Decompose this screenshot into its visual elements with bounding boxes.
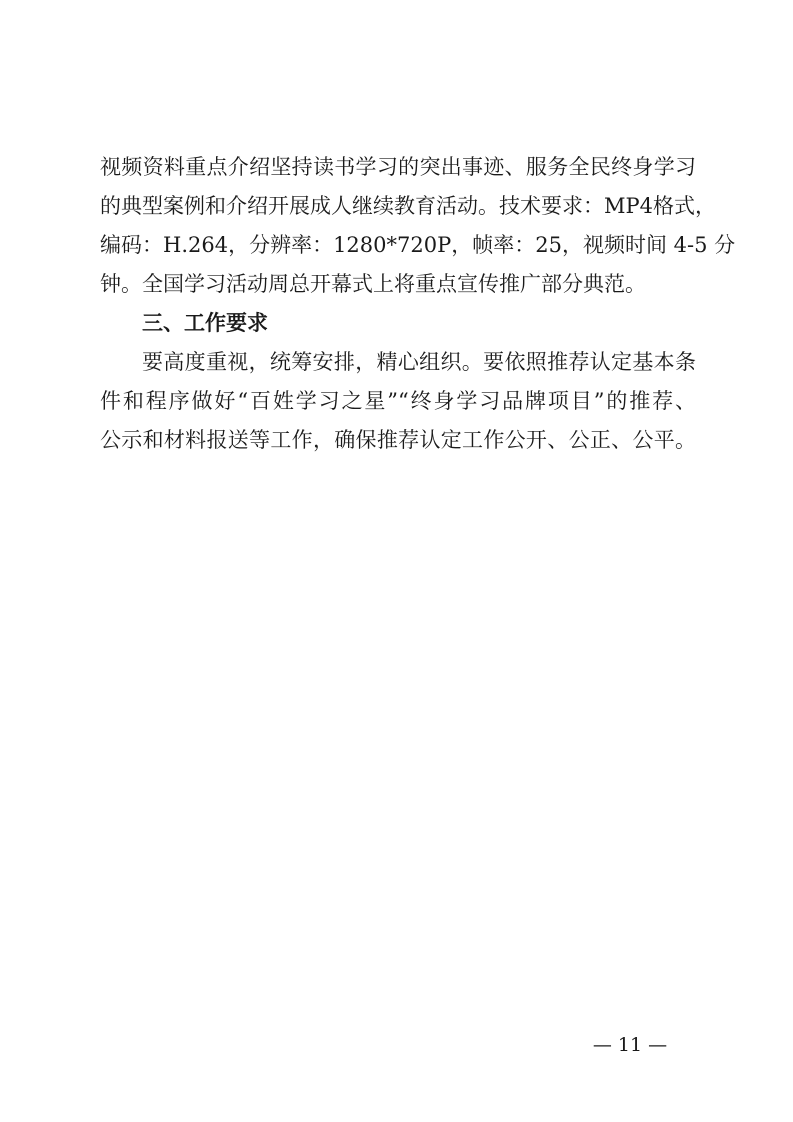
paragraph-line: 的典型案例和介绍开展成人继续教育活动。技术要求：MP4格式， — [100, 194, 716, 218]
section-heading: 三、工作要求 — [142, 311, 268, 335]
paragraph-video-requirements — [100, 148, 736, 304]
document-body — [100, 148, 736, 460]
paragraph-line: 编码：H.264，分辨率：1280*720P，帧率：25，视频时间 4-5 分 — [100, 233, 736, 257]
paragraph-line: 钟。全国学习活动周总开幕式上将重点宣传推广部分典范。 — [100, 272, 646, 296]
paragraph-line: 视频资料重点介绍坚持读书学习的突出事迹、服务全民终身学习 — [100, 155, 696, 179]
paragraph-line: 件和程序做好“百姓学习之星”“终身学习品牌项目”的推荐、 — [100, 389, 696, 413]
paragraph-work-requirements — [100, 343, 696, 460]
paragraph-line: 公示和材料报送等工作，确保推荐认定工作公开、公正、公平。 — [100, 428, 696, 452]
paragraph-line: 要高度重视，统筹安排，精心组织。要依照推荐认定基本条 — [142, 350, 696, 374]
page-number: — 11 — — [592, 1034, 668, 1056]
